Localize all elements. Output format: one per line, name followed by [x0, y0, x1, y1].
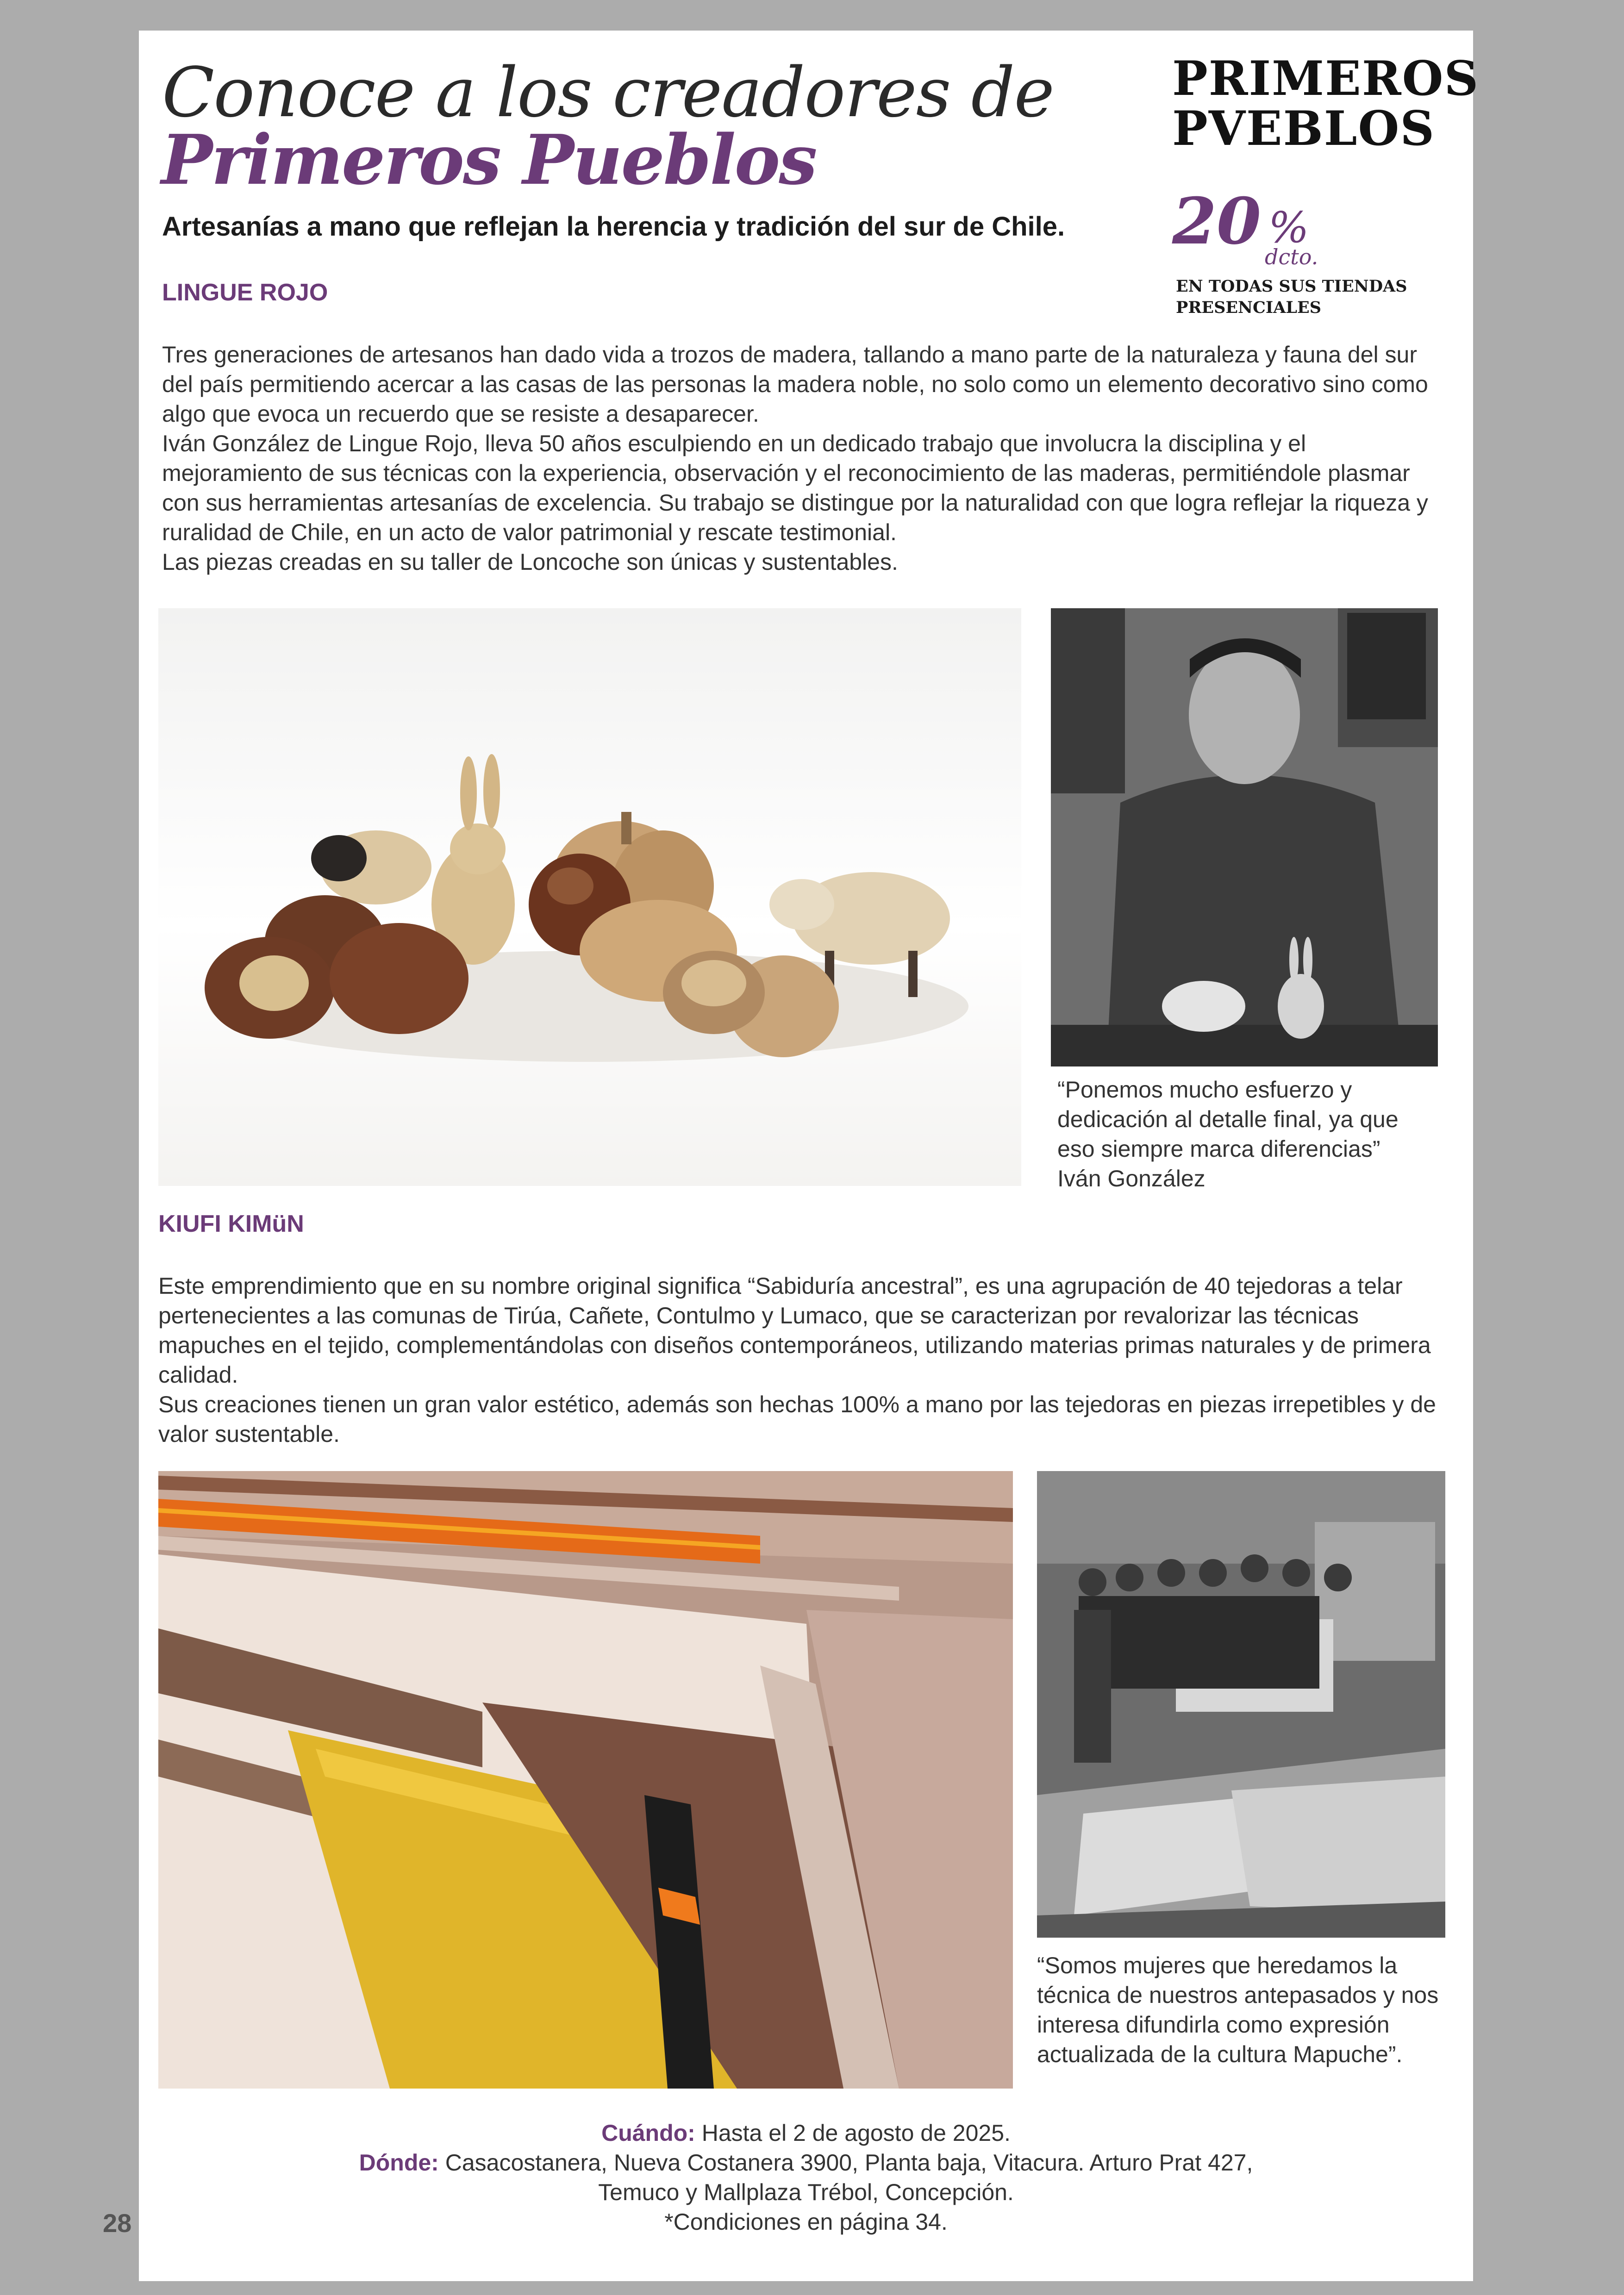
lingue-rojo-paragraph: Iván González de Lingue Rojo, lleva 50 años esculpiendo en un dedicado trabajo que involucra la disciplina y el mejoramiento de sus técnicas con la experiencia, observación y el reconocimiento de las maderas, permitiéndole plasmar con sus herramientas artesanías de excelencia. Su trabajo se distingue por la naturalidad con que logra reflejar la riqueza y ruralidad de Chile, en un acto de valor patrimonial y rescate testimonial. [162, 430, 1428, 545]
lingue-rojo-quote [1057, 1075, 1437, 1193]
section-heading-lingue-rojo: LINGUE ROJO [162, 279, 328, 306]
conditions-note: *Condiciones en página 34. [664, 2209, 948, 2235]
page-number: 28 [103, 2208, 132, 2238]
magazine-page [139, 31, 1480, 2281]
kiufi-kimun-quote: “Somos mujeres que heredamos la técnica de nuestros antepasados y nos interesa difundirla como expresión actualizada de la cultura Mapuche”. [1037, 1952, 1439, 2067]
where-value-line1: Casacostanera, Nueva Costanera 3900, Planta baja, Vitacura. Arturo Prat 427, [445, 2150, 1253, 2176]
where-value-line2: Temuco y Mallplaza Trébol, Concepción. [598, 2179, 1014, 2205]
discount-value: 20 [1172, 183, 1262, 259]
primeros-pueblos-logo: PRIMEROS PVEBLOS [1172, 51, 1480, 156]
discount-label: dcto. [1265, 244, 1318, 269]
where-label: Dónde: [359, 2150, 439, 2176]
discount-note: EN TODAS SUS TIENDAS PRESENCIALES [1176, 277, 1407, 317]
when-line [139, 2118, 1473, 2148]
kiufi-kimun-body [158, 1271, 1450, 1449]
when-label: Cuándo: [601, 2120, 695, 2146]
kiufi-kimun-paragraph: Este emprendimiento que en su nombre original significa “Sabiduría ancestral”, es una agrupación de 40 tejedoras a telar pertenecientes a las comunas de Tirúa, Cañete, Contulmo y Lumaco, que se caracterizan por revalorizar las técnicas mapuches en el tejido, complementándolas con diseños contemporáneos, utilizando materias primas naturales y de primera calidad. [158, 1273, 1431, 1388]
where-line [139, 2148, 1473, 2177]
lingue-rojo-paragraph: Las piezas creadas en su taller de Loncoche son únicas y sustentables. [162, 549, 898, 575]
section-heading-kiufi-kimun: KIUFI KIMüN [158, 1210, 304, 1237]
page-subtitle: Artesanías a mano que reflejan la herencia y tradición del sur de Chile. [162, 212, 1065, 242]
quote-text: “Ponemos mucho esfuerzo y dedicación al detalle final, ya que eso siempre marca diferencias” [1057, 1077, 1399, 1162]
page-title-line2: Primeros Pueblos [161, 119, 816, 200]
quote-author: Iván González [1057, 1166, 1206, 1191]
lingue-rojo-paragraph: Tres generaciones de artesanos han dado vida a trozos de madera, tallando a mano parte de la naturaleza y fauna del sur del país permitiendo acercar a las casas de las personas la madera noble, no solo como un elemento decorativo sino como algo que evoca un recuerdo que se resiste a desaparecer. [162, 342, 1428, 427]
kiufi-kimun-paragraph: Sus creaciones tienen un gran valor estético, además son hechas 100% a mano por las tejedoras en piezas irrepetibles y de valor sustentable. [158, 1391, 1436, 1447]
discount-percent-sign: % [1268, 203, 1309, 252]
carved-wood-figures-photo [158, 608, 1021, 1186]
event-info [139, 2118, 1473, 2237]
page-title-line1: Conoce a los creadores de [162, 53, 1054, 132]
woven-textiles-photo [158, 1471, 1013, 2089]
when-value: Hasta el 2 de agosto de 2025. [701, 2120, 1011, 2146]
lingue-rojo-body [162, 340, 1449, 577]
ivan-gonzalez-portrait-photo [1051, 608, 1438, 1066]
weavers-group-photo [1037, 1471, 1445, 1938]
